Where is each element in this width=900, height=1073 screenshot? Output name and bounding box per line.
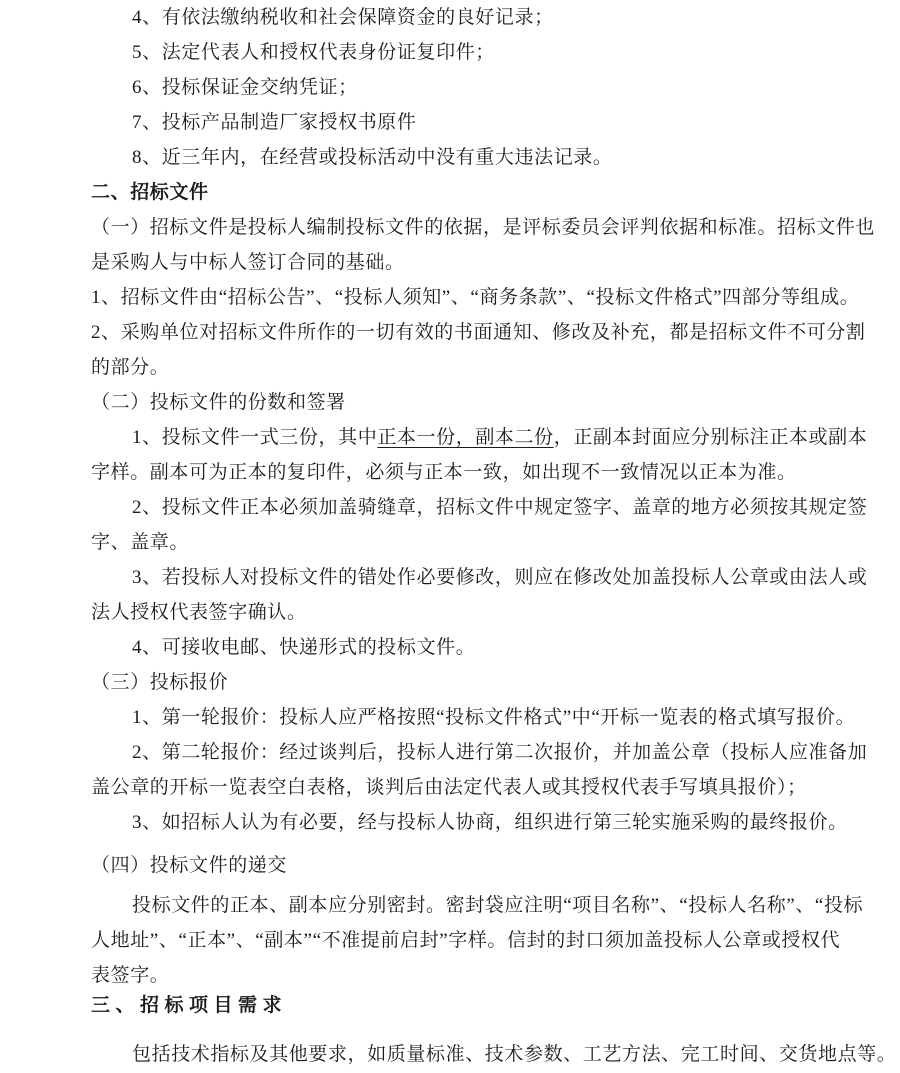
paragraph-line: 人地址”、“正本”、“副本”“不准提前启封”字样。信封的封口须加盖投标人公章或授权代 bbox=[91, 930, 841, 951]
paragraph-line: 1、第一轮报价：投标人应严格按照“投标文件格式”中“开标一览表的格式填写报价。 bbox=[132, 707, 856, 728]
paragraph-line: 的部分。 bbox=[91, 357, 170, 378]
paragraph-line: 包括技术指标及其他要求，如质量标准、技术参数、工艺方法、完工时间、交货地点等。 bbox=[132, 1044, 897, 1065]
list-item: 5、法定代表人和授权代表身份证复印件； bbox=[132, 42, 495, 63]
subsection-heading-bid-submission: （四）投标文件的递交 bbox=[91, 855, 288, 876]
paragraph-line: 盖公章的开标一览表空白表格，谈判后由法定代表人或其授权代表手写填具报价）； bbox=[91, 777, 807, 798]
list-item: 4、有依法缴纳税收和社会保障资金的良好记录； bbox=[132, 7, 554, 28]
paragraph-line: 2、第二轮报价：经过谈判后，投标人进行第二次报价，并加盖公章（投标人应准备加 bbox=[132, 742, 868, 763]
paragraph-line bbox=[91, 420, 868, 455]
section-heading-bid-documents: 二、招标文件 bbox=[91, 182, 209, 203]
paragraph-line: 投标文件的正本、副本应分别密封。密封袋应注明“项目名称”、“投标人名称”、“投标 bbox=[132, 895, 864, 916]
paragraph-line: （一）招标文件是投标人编制投标文件的依据，是评标委员会评判依据和标准。招标文件也 bbox=[91, 217, 876, 238]
text-segment: ，正副本封面应分别标注正本或副本 bbox=[553, 427, 868, 448]
subsection-heading-bid-quotation: （三）投标报价 bbox=[91, 672, 229, 693]
text-segment: 1、投标文件一式三份，其中 bbox=[132, 427, 378, 448]
paragraph-line: 4、可接收电邮、快递形式的投标文件。 bbox=[132, 637, 476, 658]
paragraph-line: 表签字。 bbox=[91, 965, 170, 986]
paragraph-line: 是采购人与中标人签订合同的基础。 bbox=[91, 252, 405, 273]
paragraph-line: 1、招标文件由“招标公告”、“投标人须知”、“商务条款”、“投标文件格式”四部分等组成。 bbox=[91, 287, 860, 308]
list-item: 8、近三年内，在经营或投标活动中没有重大违法记录。 bbox=[132, 147, 613, 168]
subsection-heading-copies-signing: （二）投标文件的份数和签署 bbox=[91, 392, 346, 413]
paragraph-line: 2、投标文件正本必须加盖骑缝章，招标文件中规定签字、盖章的地方必须按其规定签 bbox=[132, 497, 868, 518]
list-item: 7、投标产品制造厂家授权书原件 bbox=[132, 112, 417, 133]
section-heading-project-requirements: 三、招标项目需求 bbox=[91, 995, 288, 1016]
paragraph-line: 法人授权代表签字确认。 bbox=[91, 602, 307, 623]
paragraph-line: 3、若投标人对投标文件的错处作必要修改，则应在修改处加盖投标人公章或由法人或 bbox=[132, 567, 868, 588]
paragraph-line: 字、盖章。 bbox=[91, 532, 190, 553]
paragraph-line: 3、如招标人认为有必要，经与投标人协商，组织进行第三轮实施采购的最终报价。 bbox=[132, 812, 848, 833]
paragraph-line: 字样。副本可为正本的复印件，必须与正本一致，如出现不一致情况以正本为准。 bbox=[91, 462, 797, 483]
list-item: 6、投标保证金交纳凭证； bbox=[132, 77, 358, 98]
paragraph-line: 2、采购单位对招标文件所作的一切有效的书面通知、修改及补充，都是招标文件不可分割 bbox=[91, 322, 866, 343]
underlined-text: 正本一份，副本二份 bbox=[377, 427, 554, 448]
